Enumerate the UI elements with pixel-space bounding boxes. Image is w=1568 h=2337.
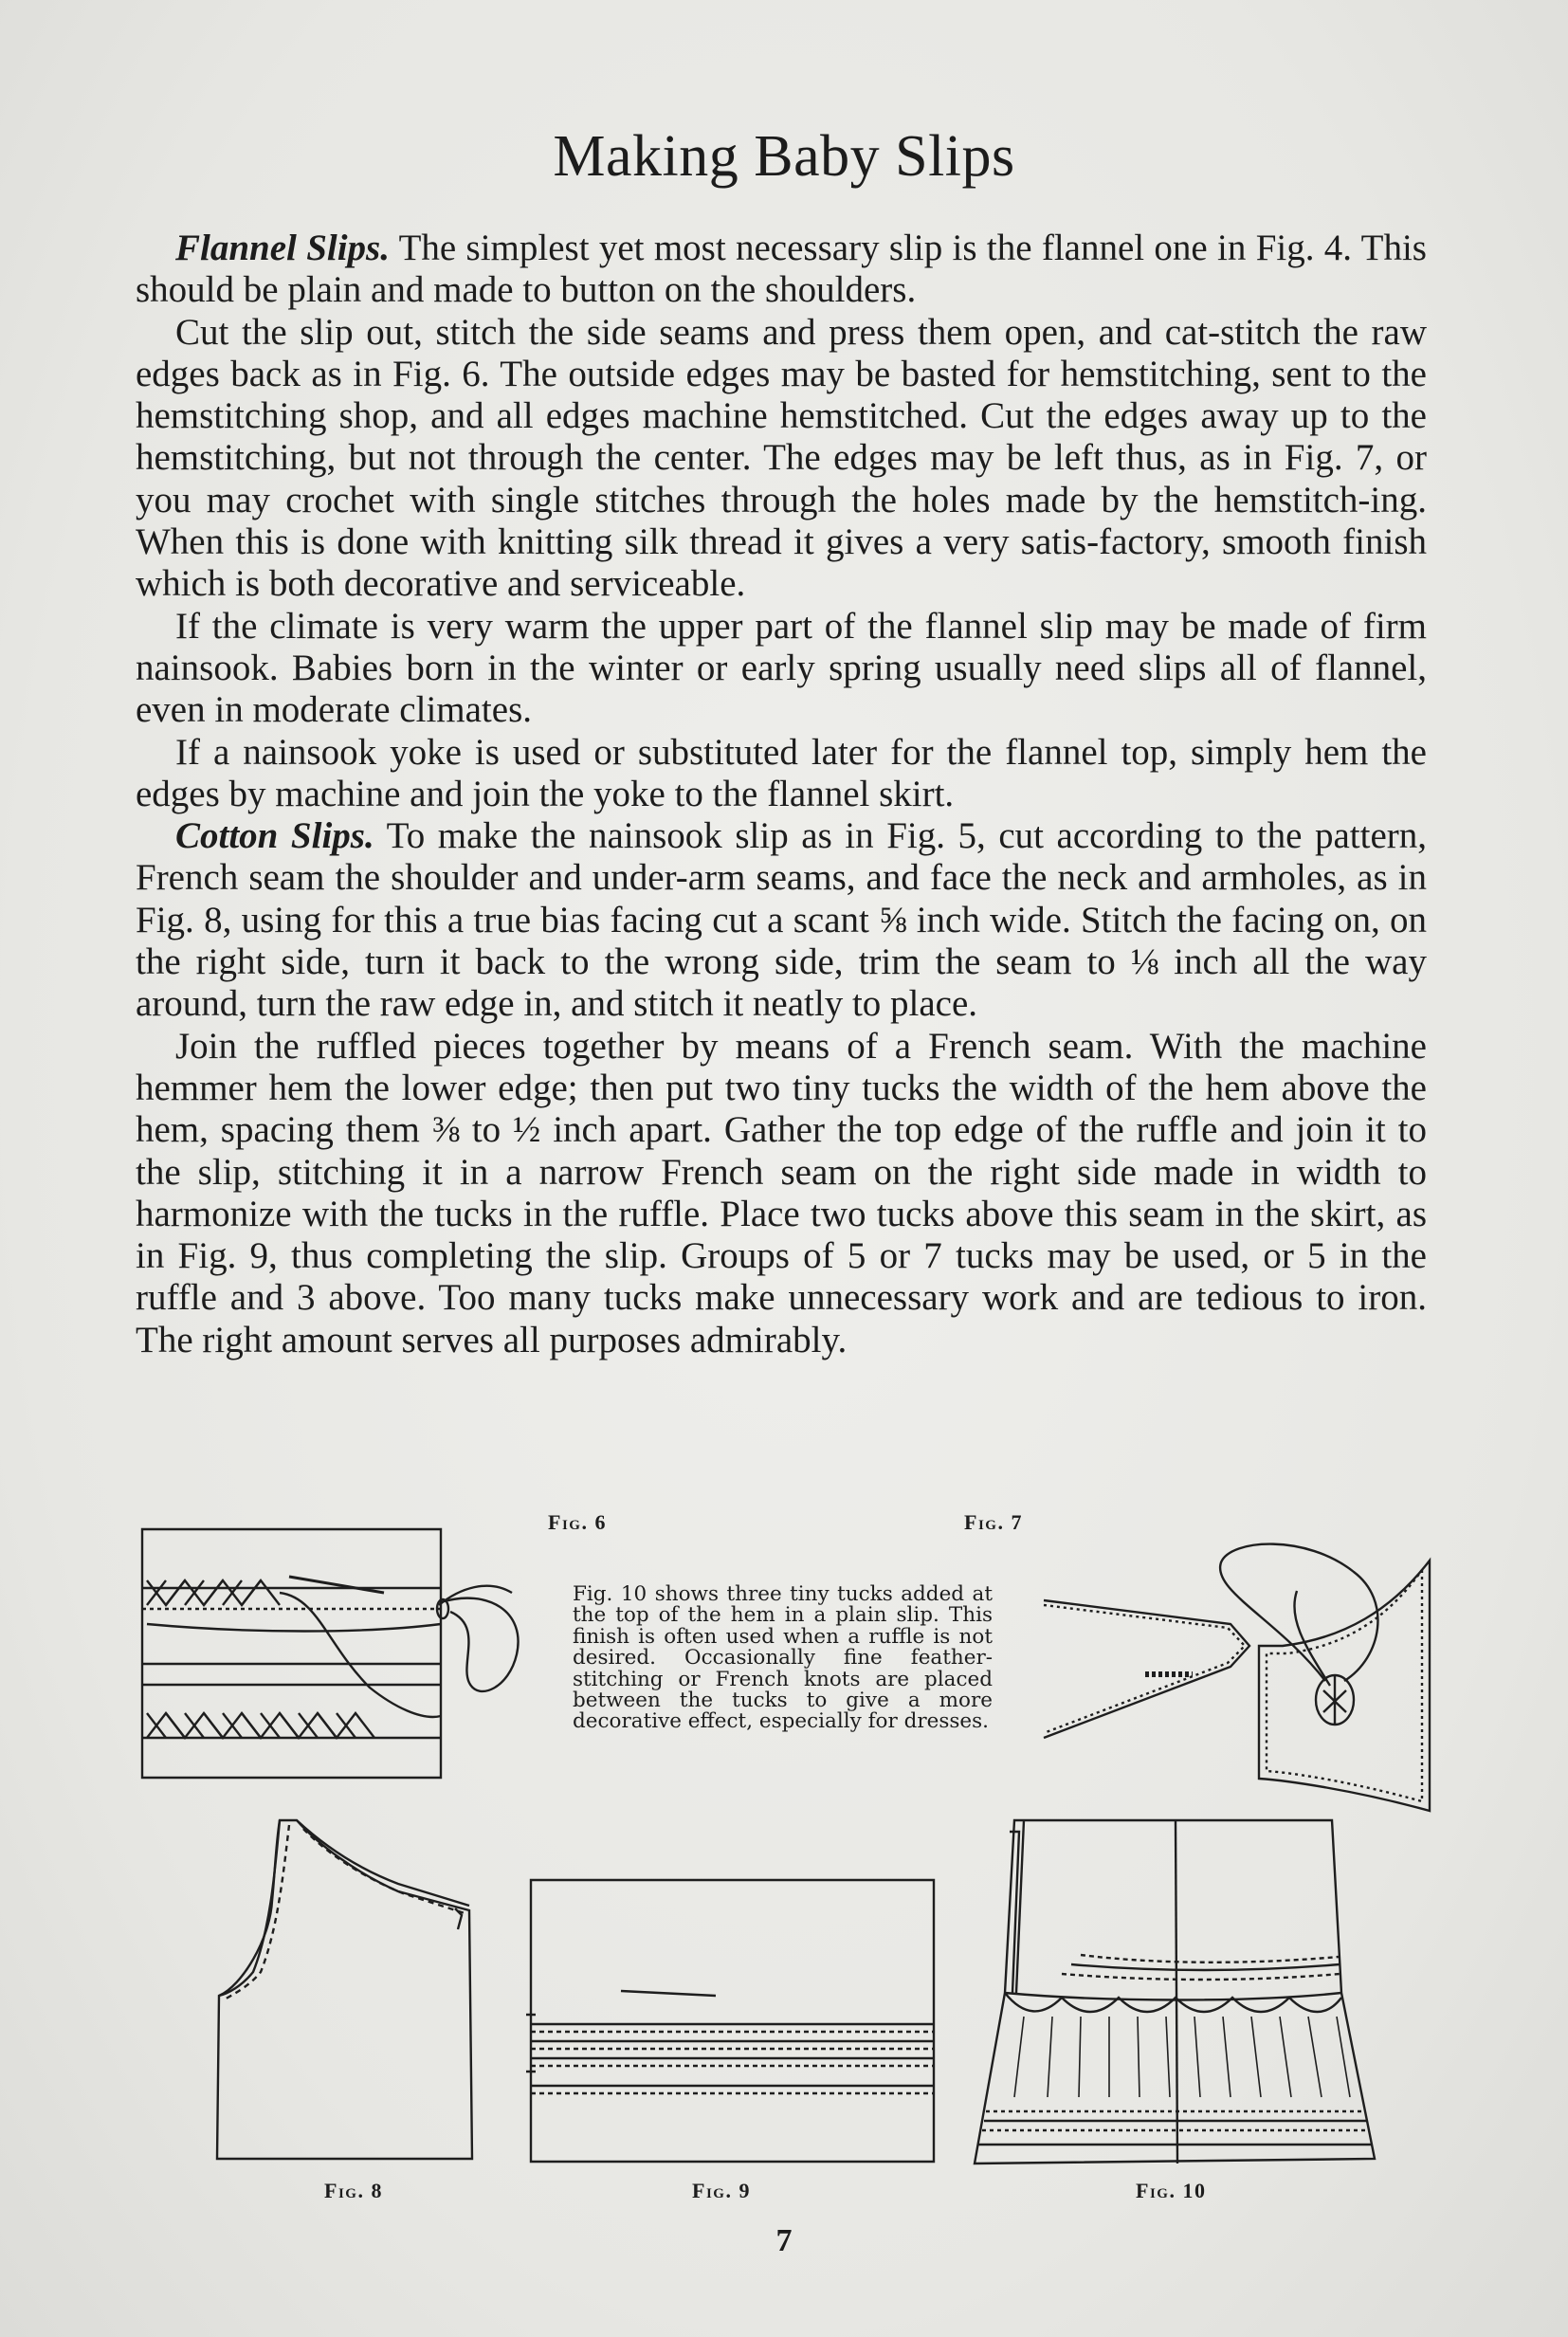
fig8-facing-illustration bbox=[213, 1816, 498, 2166]
paragraph-climate bbox=[136, 606, 1427, 732]
fig7-hemstitch-illustration bbox=[1041, 1534, 1439, 1818]
paragraph-text: If the climate is very warm the upper part of the flannel slip may be made of firm nainsook. Babies born in the winter or early spring usually need slips all of flannel, even in moderate climates. bbox=[136, 605, 1427, 731]
paragraph-ruffle bbox=[136, 1026, 1427, 1361]
paragraph-flannel-slips bbox=[136, 228, 1427, 312]
fig7-label: Fig. 7 bbox=[964, 1510, 1023, 1534]
paragraph-text: Cut the slip out, stitch the side seams and press them open, and cat-stitch the raw edges back as in Fig. 6. The outside edges may be basted for hemstitching, sent to the hemstitching shop, and all edges machine hemstitched. Cut the edges away up to the hemstitching, but not through the center. The edges may be left thus, as in Fig. 7, or you may crochet with single stitches through the holes made by the hemstitch-ing. When this is done with knitting silk thread it gives a very satis-factory, smooth finish which is both decorative and serviceable. bbox=[136, 311, 1427, 605]
fig6-label: Fig. 6 bbox=[548, 1510, 607, 1534]
fig10-caption-note: Fig. 10 shows three tiny tucks added at the top of the hem in a plain slip. This finish is often used when a ruffle is not desired. Occasionally fine feather-stitching or French knots are placed between the tucks to give a more decorative effect, especially for dresses. bbox=[573, 1582, 993, 1734]
paragraph-nainsook-yoke bbox=[136, 732, 1427, 816]
paragraph-lead: Cotton Slips. bbox=[175, 815, 374, 857]
paragraph-text: If a nainsook yoke is used or substituted later for the flannel top, simply hem the edges by machine and join the yoke to the flannel skirt. bbox=[136, 731, 1427, 814]
fig10-skirt-tucks-illustration bbox=[967, 1813, 1379, 2173]
paragraph-lead: Flannel Slips. bbox=[175, 228, 390, 268]
fig10-label: Fig. 10 bbox=[1136, 2179, 1207, 2202]
page-number: 7 bbox=[775, 2223, 793, 2258]
page-title: Making Baby Slips bbox=[553, 124, 1015, 189]
fig9-ruffle-tucks-illustration bbox=[526, 1872, 939, 2166]
paragraph-text: The simplest yet most necessary slip is the flannel one in Fig. 4. This should be plain and made to button on the shoulders. bbox=[136, 228, 1427, 311]
fig6-catstitch-illustration bbox=[137, 1522, 536, 1787]
paragraph-cut-slip bbox=[136, 312, 1427, 606]
paragraph-text: Join the ruffled pieces together by means of a French seam. With the machine hemmer hem the lower edge; then put two tiny tucks the width of the hem above the hem, spacing them ⅜ to ½ inch apart. Gather the top edge of the ruffle and join it to the slip, stitching it in a narrow French seam on the right side made in width to harmonize with the tucks in the ruffle. Place two tucks above this seam in the skirt, as in Fig. 9, thus completing the slip. Groups of 5 or 7 tucks may be used, or 5 in the ruffle and 3 above. Too many tucks make unnecessary work and are tedious to iron. The right amount serves all purposes admirably. bbox=[136, 1025, 1427, 1360]
paragraph-cotton-slips bbox=[136, 815, 1427, 1025]
fig8-label: Fig. 8 bbox=[324, 2179, 383, 2202]
paragraph-text: To make the nainsook slip as in Fig. 5, cut according to the pattern, French seam the shoulder and under-arm seams, and face the neck and armholes, as in Fig. 8, using for this a true bias facing cut a scant ⅝ inch wide. Stitch the facing on, on the right side, turn it back to the wrong side, trim the seam to ⅛ inch all the way around, turn the raw edge in, and stitch it neatly to place. bbox=[136, 815, 1427, 1025]
body-text bbox=[136, 228, 1427, 1361]
fig9-label: Fig. 9 bbox=[692, 2179, 751, 2202]
